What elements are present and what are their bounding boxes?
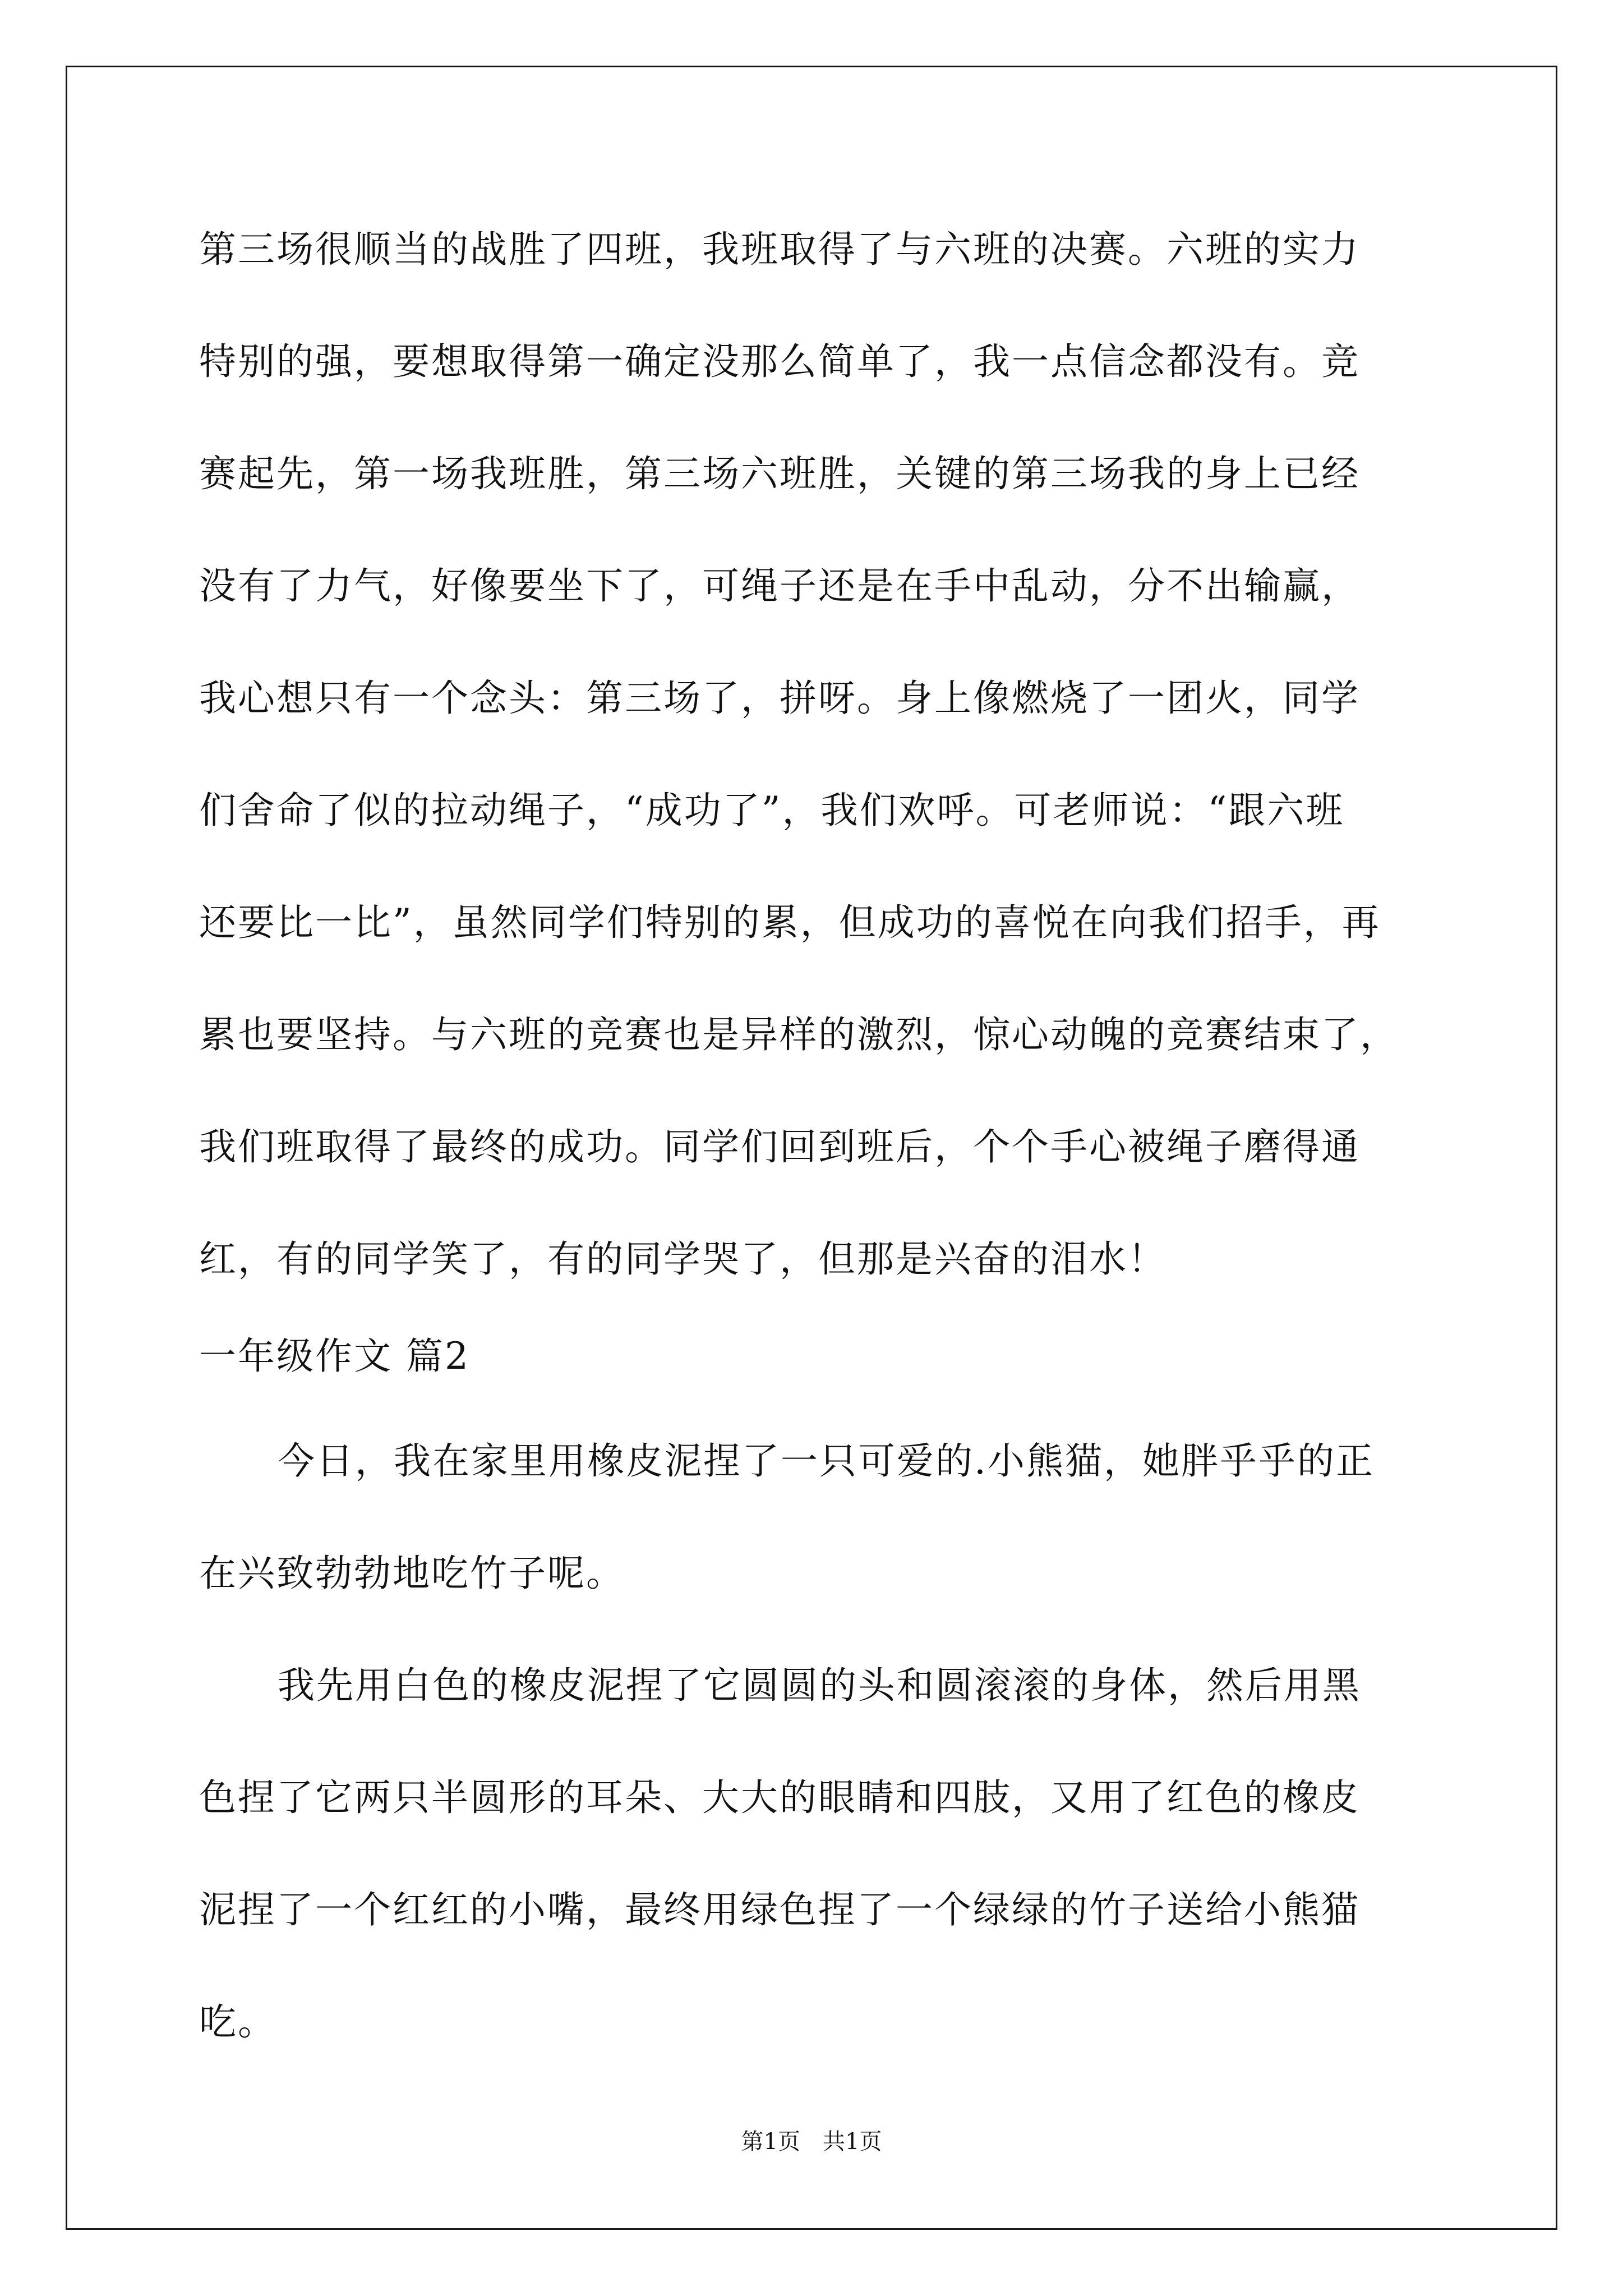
paragraph-line: 泥捏了一个红红的小嘴，最终用绿色捏了一个绿绿的竹子送给小熊猫 <box>199 1888 1360 1931</box>
paragraph-line: 红，有的同学笑了，有的同学哭了，但那是兴奋的泪水！ <box>199 1237 1166 1281</box>
paragraph-line: 累也要坚持。与六班的竞赛也是异样的激烈，惊心动魄的竞赛结束了， <box>199 1013 1399 1056</box>
section-heading: 一年级作文 篇2 <box>199 1335 470 1378</box>
paragraph-line: 们舍命了似的拉动绳子，“成功了”，我们欢呼。可老师说：“跟六班 <box>199 789 1345 832</box>
paragraph-line: 我先用白色的橡皮泥捏了它圆圆的头和圆滚滚的身体，然后用黑 <box>278 1664 1361 1707</box>
paragraph-line: 没有了力气，好像要坐下了，可绳子还是在手中乱动，分不出输赢， <box>199 564 1360 608</box>
page-number-footer: 第1页 共1页 <box>741 2129 882 2155</box>
paragraph-line: 今日，我在家里用橡皮泥捏了一只可爱的.小熊猫，她胖乎乎的正 <box>278 1439 1375 1483</box>
paragraph-line: 我心想只有一个念头：第三场了，拼呀。身上像燃烧了一团火，同学 <box>199 677 1360 720</box>
paragraph-line: 还要比一比”，虽然同学们特别的累，但成功的喜悦在向我们招手，再 <box>199 901 1381 944</box>
paragraph-line: 赛起先，第一场我班胜，第三场六班胜，关键的第三场我的身上已经 <box>199 452 1360 495</box>
paragraph-line: 我们班取得了最终的成功。同学们回到班后，个个手心被绳子磨得通 <box>199 1125 1360 1168</box>
paragraph-line: 吃。 <box>199 2000 276 2044</box>
paragraph-line: 第三场很顺当的战胜了四班，我班取得了与六班的决赛。六班的实力 <box>199 228 1360 271</box>
paragraph-line: 色捏了它两只半圆形的耳朵、大大的眼睛和四肢，又用了红色的橡皮 <box>199 1776 1360 1819</box>
paragraph-line: 特别的强，要想取得第一确定没那么简单了，我一点信念都没有。竞 <box>199 340 1360 383</box>
paragraph-line: 在兴致勃勃地吃竹子呢。 <box>199 1552 625 1595</box>
